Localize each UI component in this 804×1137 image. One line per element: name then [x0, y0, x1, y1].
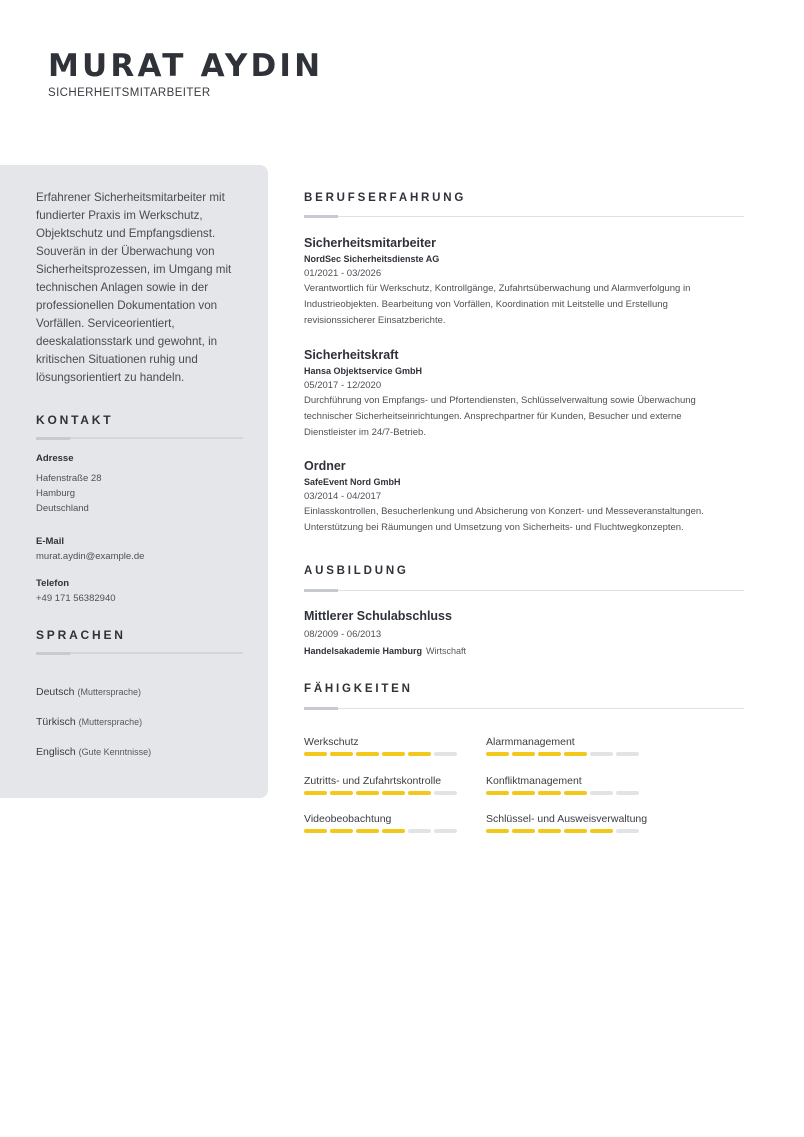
- job-company: Hansa Objektservice GmbH: [304, 366, 423, 376]
- email-value: murat.aydin@example.de: [36, 551, 145, 562]
- skill-segment-filled: [330, 791, 353, 795]
- skill-level-bar: [486, 791, 646, 795]
- skill-segment-filled: [304, 752, 327, 756]
- language-name: Englisch: [36, 746, 76, 758]
- skill-segment-filled: [356, 752, 379, 756]
- address-country: Deutschland: [36, 503, 89, 514]
- job-company: NordSec Sicherheitsdienste AG: [304, 254, 440, 264]
- skill-segment-filled: [486, 791, 509, 795]
- education-details: [304, 642, 744, 659]
- skill-level-bar: [486, 752, 646, 756]
- skill-segment-filled: [330, 829, 353, 833]
- language-name: Deutsch: [36, 686, 75, 698]
- job-date: 03/2014 - 04/2017: [304, 491, 382, 502]
- job-description: Verantwortlich für Werkschutz, Kontrollgänge, Zufahrtsüberwachung und Alarmverfolgung in Industrieobjekten. Bearbeitung von Vorfällen, Koordination mit Leitstelle und Erstellung revisionssicherer Einsatzberichte.: [304, 283, 691, 326]
- skill-segment-filled: [382, 752, 405, 756]
- languages-heading: SPRACHEN: [36, 628, 126, 642]
- education-entry: [304, 608, 744, 659]
- skill-item: [486, 735, 646, 756]
- skills-divider: [304, 708, 744, 709]
- language-level: (Gute Kenntnisse): [78, 747, 152, 757]
- skill-segment-filled: [356, 791, 379, 795]
- skill-item: [304, 774, 464, 795]
- experience-divider: [304, 216, 744, 217]
- skill-level-bar: [486, 829, 646, 833]
- job-title: Ordner: [304, 459, 346, 473]
- skill-segment-filled: [408, 752, 431, 756]
- skill-item: [304, 812, 464, 833]
- language-name: Türkisch: [36, 716, 76, 728]
- skill-item: [486, 812, 646, 833]
- language-item: [36, 686, 141, 698]
- job-entry: [304, 458, 744, 536]
- skill-segment-empty: [590, 752, 613, 756]
- skill-level-bar: [304, 791, 464, 795]
- language-item: [36, 716, 142, 728]
- job-description: Einlasskontrollen, Besucherlenkung und Absicherung von Konzert- und Messeveranstaltungen. Unterstützung bei Räumungen und Umsetzung von Sicherheits- und Fluchtwegkonzepten.: [304, 506, 704, 533]
- skill-name: Konfliktmanagement: [486, 775, 582, 787]
- sidebar: [0, 165, 268, 798]
- skill-segment-filled: [564, 791, 587, 795]
- job-role: SICHERHEITSMITARBEITER: [48, 87, 211, 99]
- contact-divider: [36, 437, 243, 439]
- education-field: Wirtschaft: [426, 646, 467, 656]
- skill-segment-filled: [590, 829, 613, 833]
- skill-item: [304, 735, 464, 756]
- education-heading: AUSBILDUNG: [304, 565, 409, 577]
- skill-segment-filled: [538, 829, 561, 833]
- skill-segment-empty: [616, 829, 639, 833]
- skill-segment-filled: [564, 752, 587, 756]
- skill-name: Videobeobachtung: [304, 813, 392, 825]
- skill-segment-filled: [382, 791, 405, 795]
- skill-segment-filled: [512, 791, 535, 795]
- skill-segment-filled: [486, 752, 509, 756]
- job-date: 05/2017 - 12/2020: [304, 380, 382, 391]
- profile-summary: Erfahrener Sicherheitsmitarbeiter mit fundierter Praxis im Werkschutz, Objektschutz und Empfangsdienst. Souverän in der Überwachung von Sicherheitsprozessen, im Umgang mit technischen Anlagen sowie in der professionellen Dokumentation von Vorfällen. Serviceorientiert, deeskalationsstark und gewohnt, in kritischen Situationen ruhig und lösungsorientiert zu handeln.: [36, 191, 232, 384]
- experience-heading: BERUFSERFAHRUNG: [304, 192, 467, 204]
- job-title: Sicherheitsmitarbeiter: [304, 236, 436, 250]
- skill-segment-empty: [590, 791, 613, 795]
- skill-segment-filled: [486, 829, 509, 833]
- job-company: SafeEvent Nord GmbH: [304, 477, 401, 487]
- skill-segment-filled: [564, 829, 587, 833]
- skill-segment-filled: [356, 829, 379, 833]
- skill-name: Alarmmanagement: [486, 736, 575, 748]
- skill-segment-empty: [434, 829, 457, 833]
- job-date: 01/2021 - 03/2026: [304, 268, 382, 279]
- address-label: Adresse: [36, 453, 74, 464]
- job-description: Durchführung von Empfangs- und Pfortendiensten, Schlüsselverwaltung sowie Überwachung technischer Sicherheitseinrichtungen. Ansprechpartner für Kunden, Besucher und externe Dienstleister im 24/7-Betrieb.: [304, 395, 696, 438]
- job-title: Sicherheitskraft: [304, 348, 399, 362]
- skill-segment-empty: [616, 752, 639, 756]
- skill-segment-empty: [434, 752, 457, 756]
- skill-name: Werkschutz: [304, 736, 359, 748]
- language-item: [36, 746, 151, 758]
- languages-divider: [36, 652, 243, 654]
- skill-segment-filled: [382, 829, 405, 833]
- email-label: E-Mail: [36, 536, 64, 547]
- contact-heading: KONTAKT: [36, 413, 114, 427]
- skill-segment-empty: [408, 829, 431, 833]
- skill-name: Schlüssel- und Ausweisverwaltung: [486, 813, 648, 825]
- skill-segment-empty: [616, 791, 639, 795]
- address-city: Hamburg: [36, 488, 76, 499]
- job-entry: [304, 235, 744, 329]
- language-level: (Muttersprache): [77, 687, 141, 697]
- skill-segment-filled: [408, 791, 431, 795]
- skill-segment-filled: [330, 752, 353, 756]
- education-institution: Handelsakademie Hamburg: [304, 646, 423, 656]
- phone-value: +49 171 56382940: [36, 593, 116, 604]
- header: [48, 46, 323, 99]
- language-level: (Muttersprache): [78, 717, 143, 727]
- skill-segment-filled: [304, 791, 327, 795]
- phone-label: Telefon: [36, 578, 70, 589]
- skill-segment-empty: [434, 791, 457, 795]
- education-degree: Mittlerer Schulabschluss: [304, 609, 452, 623]
- skill-level-bar: [304, 752, 464, 756]
- job-entry: [304, 347, 744, 441]
- skill-segment-filled: [538, 752, 561, 756]
- skill-segment-filled: [512, 829, 535, 833]
- candidate-name: MURAT AYDIN: [48, 48, 324, 84]
- skill-name: Zutritts- und Zufahrtskontrolle: [304, 775, 442, 787]
- address-street: Hafenstraße 28: [36, 473, 102, 484]
- skill-segment-filled: [512, 752, 535, 756]
- skill-segment-filled: [538, 791, 561, 795]
- skill-item: [486, 774, 646, 795]
- skill-level-bar: [304, 829, 464, 833]
- skills-heading: FÄHIGKEITEN: [304, 683, 413, 695]
- education-divider: [304, 590, 744, 591]
- education-date: 08/2009 - 06/2013: [304, 629, 382, 640]
- skill-segment-filled: [304, 829, 327, 833]
